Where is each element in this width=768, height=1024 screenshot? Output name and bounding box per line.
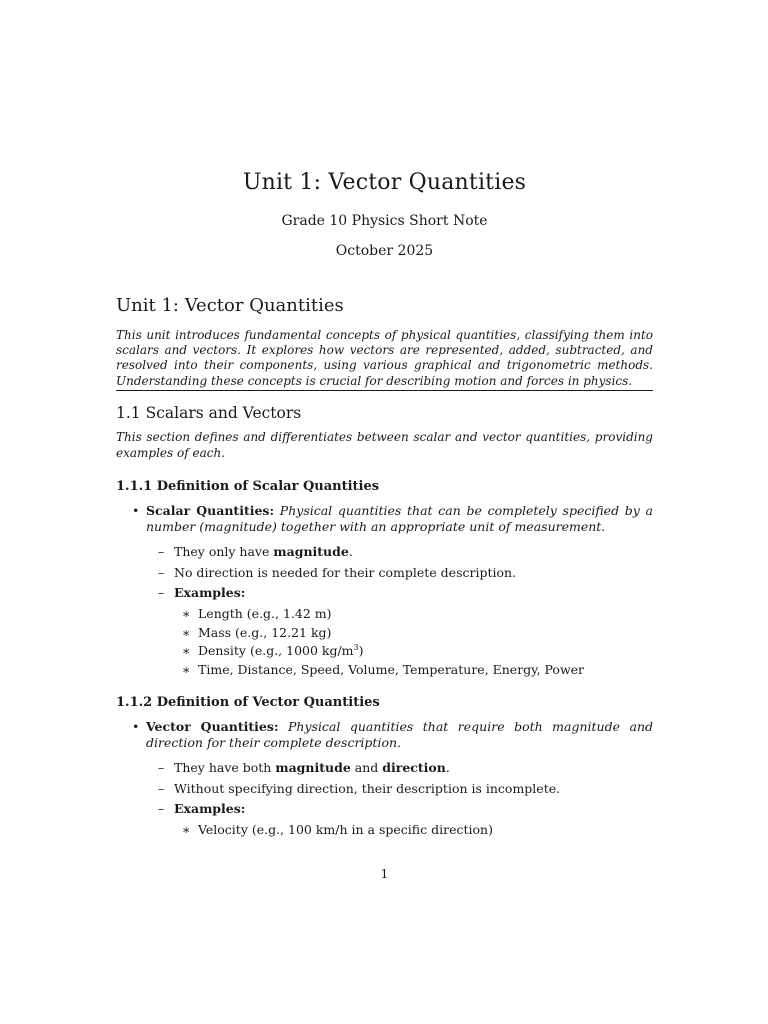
list-item: ∗ Mass (e.g., 12.21 kg): [182, 624, 332, 640]
list-item: – Without specifying direction, their description is incomplete.: [158, 780, 561, 796]
list-item: ∗ Time, Distance, Speed, Volume, Temperature, Energy, Power: [182, 661, 585, 677]
scalar-examples-list: [182, 606, 584, 680]
document-subtitle: Grade 10 Physics Short Note: [281, 213, 488, 229]
subsection-heading-vector: 1.1.2 Definition of Vector Quantities: [116, 695, 380, 710]
dash-marker: –: [158, 760, 165, 775]
scalar-definition-item: [132, 503, 653, 535]
list-item: – They have both magnitude and direction.: [158, 760, 450, 775]
unit-abstract-text: This unit introduces fundamental concepts of physical quantities, classifying them into scalars and vectors. It explores how vectors are represented, added, subtracted, and resolved into their components, using various graphical and trigonometric methods. Understanding these concepts is crucial for describing motion and forces in physics.: [116, 328, 653, 388]
vector-definition: Physical quantities that require both magnitude and direction for their complete description.: [146, 719, 653, 750]
dash-marker: –: [158, 585, 165, 600]
list-item: ∗ Density (e.g., 1000 $kg/m^3$): [182, 642, 364, 658]
subsection-heading-scalar: 1.1.1 Definition of Scalar Quantities: [116, 479, 380, 494]
unit-heading: Unit 1: Vector Quantities: [116, 295, 344, 316]
bullet-marker: •: [132, 719, 140, 734]
examples-label: Examples:: [174, 801, 246, 816]
star-marker: ∗: [182, 822, 191, 837]
star-marker: ∗: [182, 643, 191, 658]
scalar-points-list: [158, 544, 516, 606]
list-item: [158, 801, 560, 822]
section-intro: This section defines and differentiates between scalar and vector quantities, providing examples of each.: [116, 430, 653, 460]
direction-term: direction: [382, 760, 446, 775]
vector-term: Vector Quantities:: [146, 719, 279, 734]
dash-marker: –: [158, 544, 165, 559]
page-number: 1: [380, 866, 389, 881]
list-item: ∗ Velocity (e.g., 100 km/h in a specific direction): [182, 822, 493, 837]
vector-definition-item: [132, 719, 653, 751]
vector-examples-list: [182, 822, 493, 841]
scalar-definition: Physical quantities that can be completely specified by a number (magnitude) together with an appropriate unit of measurement.: [146, 503, 654, 534]
star-marker: ∗: [182, 624, 191, 640]
star-marker: ∗: [182, 661, 191, 677]
unit-abstract: [116, 328, 653, 391]
list-item: [158, 585, 516, 606]
dash-marker: –: [158, 780, 165, 796]
magnitude-term: magnitude: [273, 544, 349, 559]
document-date: October 2025: [335, 243, 434, 259]
magnitude-term: magnitude: [275, 760, 351, 775]
list-item: – They only have magnitude.: [158, 544, 353, 559]
vector-points-list: [158, 760, 560, 822]
document-page: [116, 0, 653, 1024]
dash-marker: –: [158, 801, 165, 816]
scalar-term: Scalar Quantities:: [146, 503, 275, 518]
list-item: ∗ Length (e.g., 1.42 m): [182, 606, 332, 621]
examples-label: Examples:: [174, 585, 246, 600]
section-heading: 1.1 Scalars and Vectors: [116, 404, 302, 422]
bullet-marker: •: [132, 503, 140, 518]
list-item: – No direction is needed for their complete description.: [158, 564, 517, 580]
star-marker: ∗: [182, 606, 191, 621]
document-title: Unit 1: Vector Quantities: [242, 170, 527, 195]
dash-marker: –: [158, 564, 165, 580]
